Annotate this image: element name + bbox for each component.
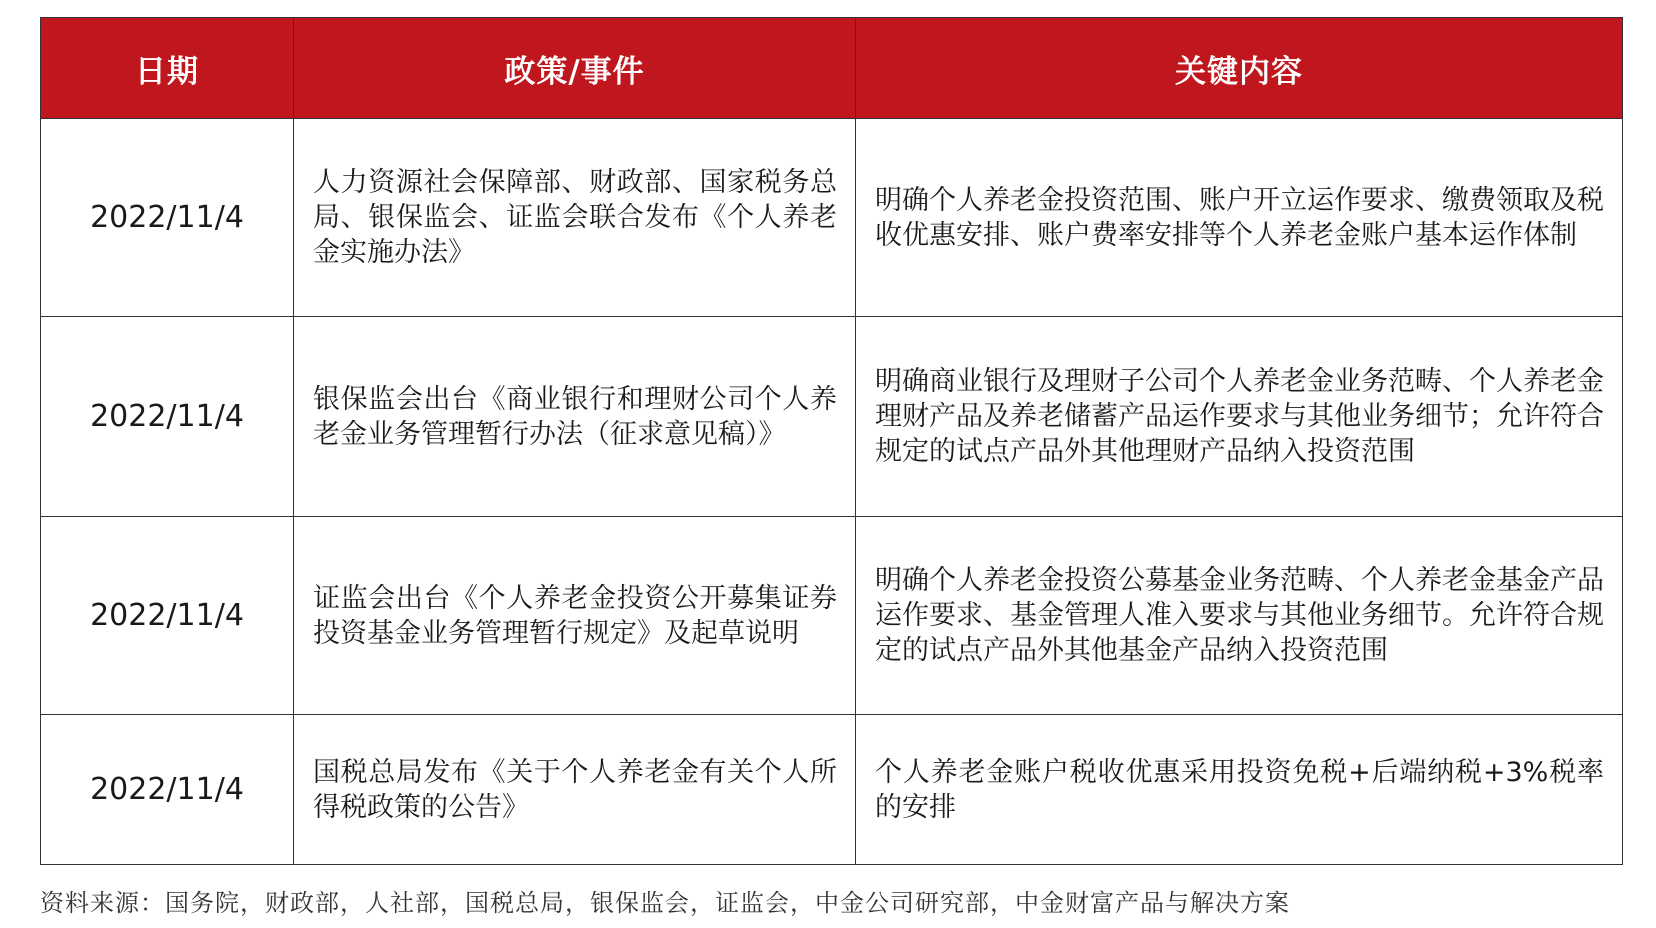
policy-cell: 人力资源社会保障部、财政部、国家税务总局、银保监会、证监会联合发布《个人养老金实施办法》 bbox=[294, 119, 856, 317]
policy-table bbox=[40, 17, 1623, 865]
date-cell: 2022/11/4 bbox=[41, 317, 294, 517]
content-cell: 明确个人养老金投资范围、账户开立运作要求、缴费领取及税收优惠安排、账户费率安排等个人养老金账户基本运作体制 bbox=[856, 119, 1623, 317]
header-policy: 政策/事件 bbox=[294, 18, 856, 119]
header-content: 关键内容 bbox=[856, 18, 1623, 119]
source-note: 资料来源：国务院，财政部，人社部，国税总局，银保监会，证监会，中金公司研究部，中金财富产品与解决方案 bbox=[40, 889, 1290, 917]
table-row bbox=[41, 517, 1623, 715]
date-cell: 2022/11/4 bbox=[41, 715, 294, 865]
date-cell: 2022/11/4 bbox=[41, 119, 294, 317]
header-date: 日期 bbox=[41, 18, 294, 119]
content-cell: 明确个人养老金投资公募基金业务范畴、个人养老金基金产品运作要求、基金管理人准入要求与其他业务细节。允许符合规定的试点产品外其他基金产品纳入投资范围 bbox=[856, 517, 1623, 715]
header-row bbox=[41, 18, 1623, 119]
table-row bbox=[41, 715, 1623, 865]
policy-cell: 证监会出台《个人养老金投资公开募集证券投资基金业务管理暂行规定》及起草说明 bbox=[294, 517, 856, 715]
content-cell: 明确商业银行及理财子公司个人养老金业务范畴、个人养老金理财产品及养老储蓄产品运作要求与其他业务细节；允许符合规定的试点产品外其他理财产品纳入投资范围 bbox=[856, 317, 1623, 517]
policy-cell: 国税总局发布《关于个人养老金有关个人所得税政策的公告》 bbox=[294, 715, 856, 865]
content-cell: 个人养老金账户税收优惠采用投资免税+后端纳税+3%税率的安排 bbox=[856, 715, 1623, 865]
table-row bbox=[41, 119, 1623, 317]
date-cell: 2022/11/4 bbox=[41, 517, 294, 715]
table-row bbox=[41, 317, 1623, 517]
policy-cell: 银保监会出台《商业银行和理财公司个人养老金业务管理暂行办法（征求意见稿）》 bbox=[294, 317, 856, 517]
